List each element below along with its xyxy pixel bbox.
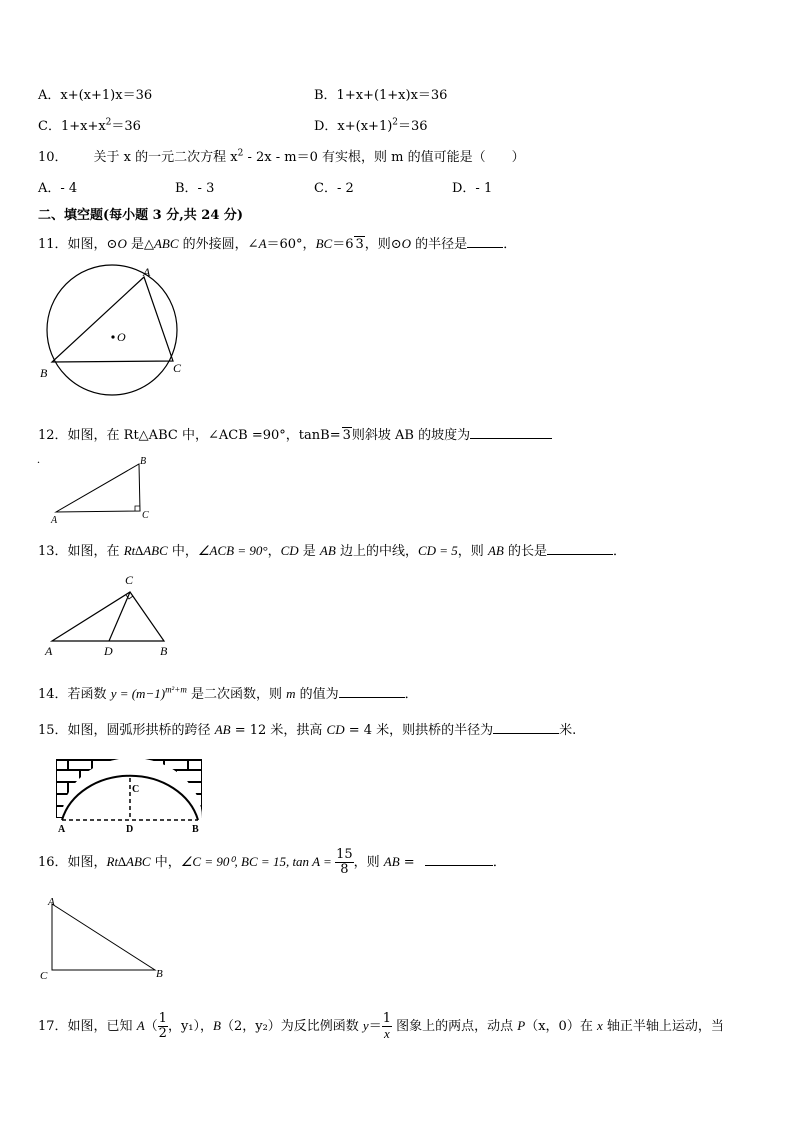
q10-question: 10． 关于 x 的一元二次方程 $x^2 - 2x - m=0$ 有实根，则 m 的值可能是（ ）	[38, 148, 525, 165]
label-c: C	[142, 510, 149, 521]
q10-option-d: D．- 1	[452, 181, 493, 196]
label-b: B	[192, 824, 199, 835]
q13-answer-blank	[547, 541, 613, 555]
q15-answer-blank	[493, 720, 559, 734]
q14-answer-blank	[339, 684, 405, 698]
inverse-fraction: $\frac{1}{x}$	[382, 1011, 391, 1041]
q11-answer-blank	[467, 234, 503, 248]
label-a: A	[45, 644, 53, 658]
x-fraction: $\frac{1}{2}$	[158, 1011, 167, 1041]
q10-option-b: B．- 3	[175, 181, 215, 196]
label-c: C	[40, 970, 48, 982]
label-b: B	[140, 456, 147, 467]
q11-question: 11．如图，⊙O 是△ABC 的外接圆，∠A＝60°，BC＝6 3，则⊙O 的半径是 ．	[38, 236, 517, 252]
label-c: C	[173, 361, 182, 375]
q16-question: 16．如图，Rt∆ABC 中，∠C = 90⁰, BC = 15, tan A = $\frac{15}{8}$ ，则 AB = ．	[38, 847, 506, 877]
label-b: B	[160, 644, 168, 658]
tan-fraction: $\frac{15}{8}$	[336, 847, 353, 877]
median-cd	[109, 592, 130, 641]
q9-option-c: C．$1+x+x^2=36$	[38, 117, 141, 134]
q16-answer-blank	[425, 852, 493, 866]
q10-option-a: A．- 4	[38, 181, 78, 196]
label-d: D	[126, 824, 134, 835]
q9-option-a: A．x+(x+1)x＝36	[38, 88, 153, 103]
q11-circle-figure	[40, 264, 190, 384]
q13-question: 13．如图，在 Rt∆ABC 中，∠ACB = 90°，CD 是 AB 边上的中线，CD = 5，则 AB 的长是 ．	[38, 543, 626, 559]
q12-answer-blank	[470, 425, 552, 439]
label-o: O	[117, 330, 126, 344]
label-a: A	[58, 824, 66, 835]
label-d: D	[104, 644, 113, 658]
label-a: A	[143, 265, 151, 279]
circumcircle	[47, 265, 177, 395]
section-title: 二、填空题(每小题 3 分,共 24 分)	[38, 208, 244, 223]
triangle-abc	[52, 592, 164, 641]
label-b: B	[40, 366, 48, 380]
stray-dot: .	[37, 452, 40, 466]
right-angle-mark	[135, 506, 140, 511]
label-a: A	[48, 896, 55, 908]
label-b: B	[156, 968, 163, 980]
q14-question: 14．若函数 $y = (m-1)^{m^2+m}$ 是二次函数，则 m 的值为 ．	[38, 684, 418, 702]
q9-option-b: B．1+x+(1+x)x＝36	[314, 88, 448, 103]
q15-bridge-figure	[56, 758, 206, 838]
triangle-abc	[52, 904, 155, 970]
label-c: C	[125, 573, 134, 587]
triangle-abc	[52, 277, 173, 362]
label-a: A	[51, 515, 58, 526]
q16-triangle-figure	[38, 895, 178, 985]
q12-question: 12．如图，在 Rt△ABC 中，∠ACB =90°，tanB= 3则斜坡 AB 的坡度为	[38, 424, 552, 443]
q10-option-c: C．- 2	[314, 181, 354, 196]
q9-option-d: D．$x+(x+1)^2=36$	[314, 117, 428, 134]
q17-question: 17．如图，已知 A（ $\frac{1}{2}$ ，y₁），B（2，y₂）为反比例函数 y＝ $\frac{1}{x}$ 图象上的两点，动点 P（x，0）在 x 轴正半轴上运动，当	[38, 1011, 724, 1041]
label-c: C	[132, 784, 140, 795]
center-point	[111, 335, 114, 338]
q12-triangle-figure	[36, 454, 166, 529]
triangle-abc	[56, 464, 140, 512]
q15-question: 15．如图，圆弧形拱桥的跨径 AB = 12 米，拱高 CD = 4 米，则拱桥的半径为 米.	[38, 722, 577, 738]
q13-triangle-figure	[42, 570, 182, 662]
